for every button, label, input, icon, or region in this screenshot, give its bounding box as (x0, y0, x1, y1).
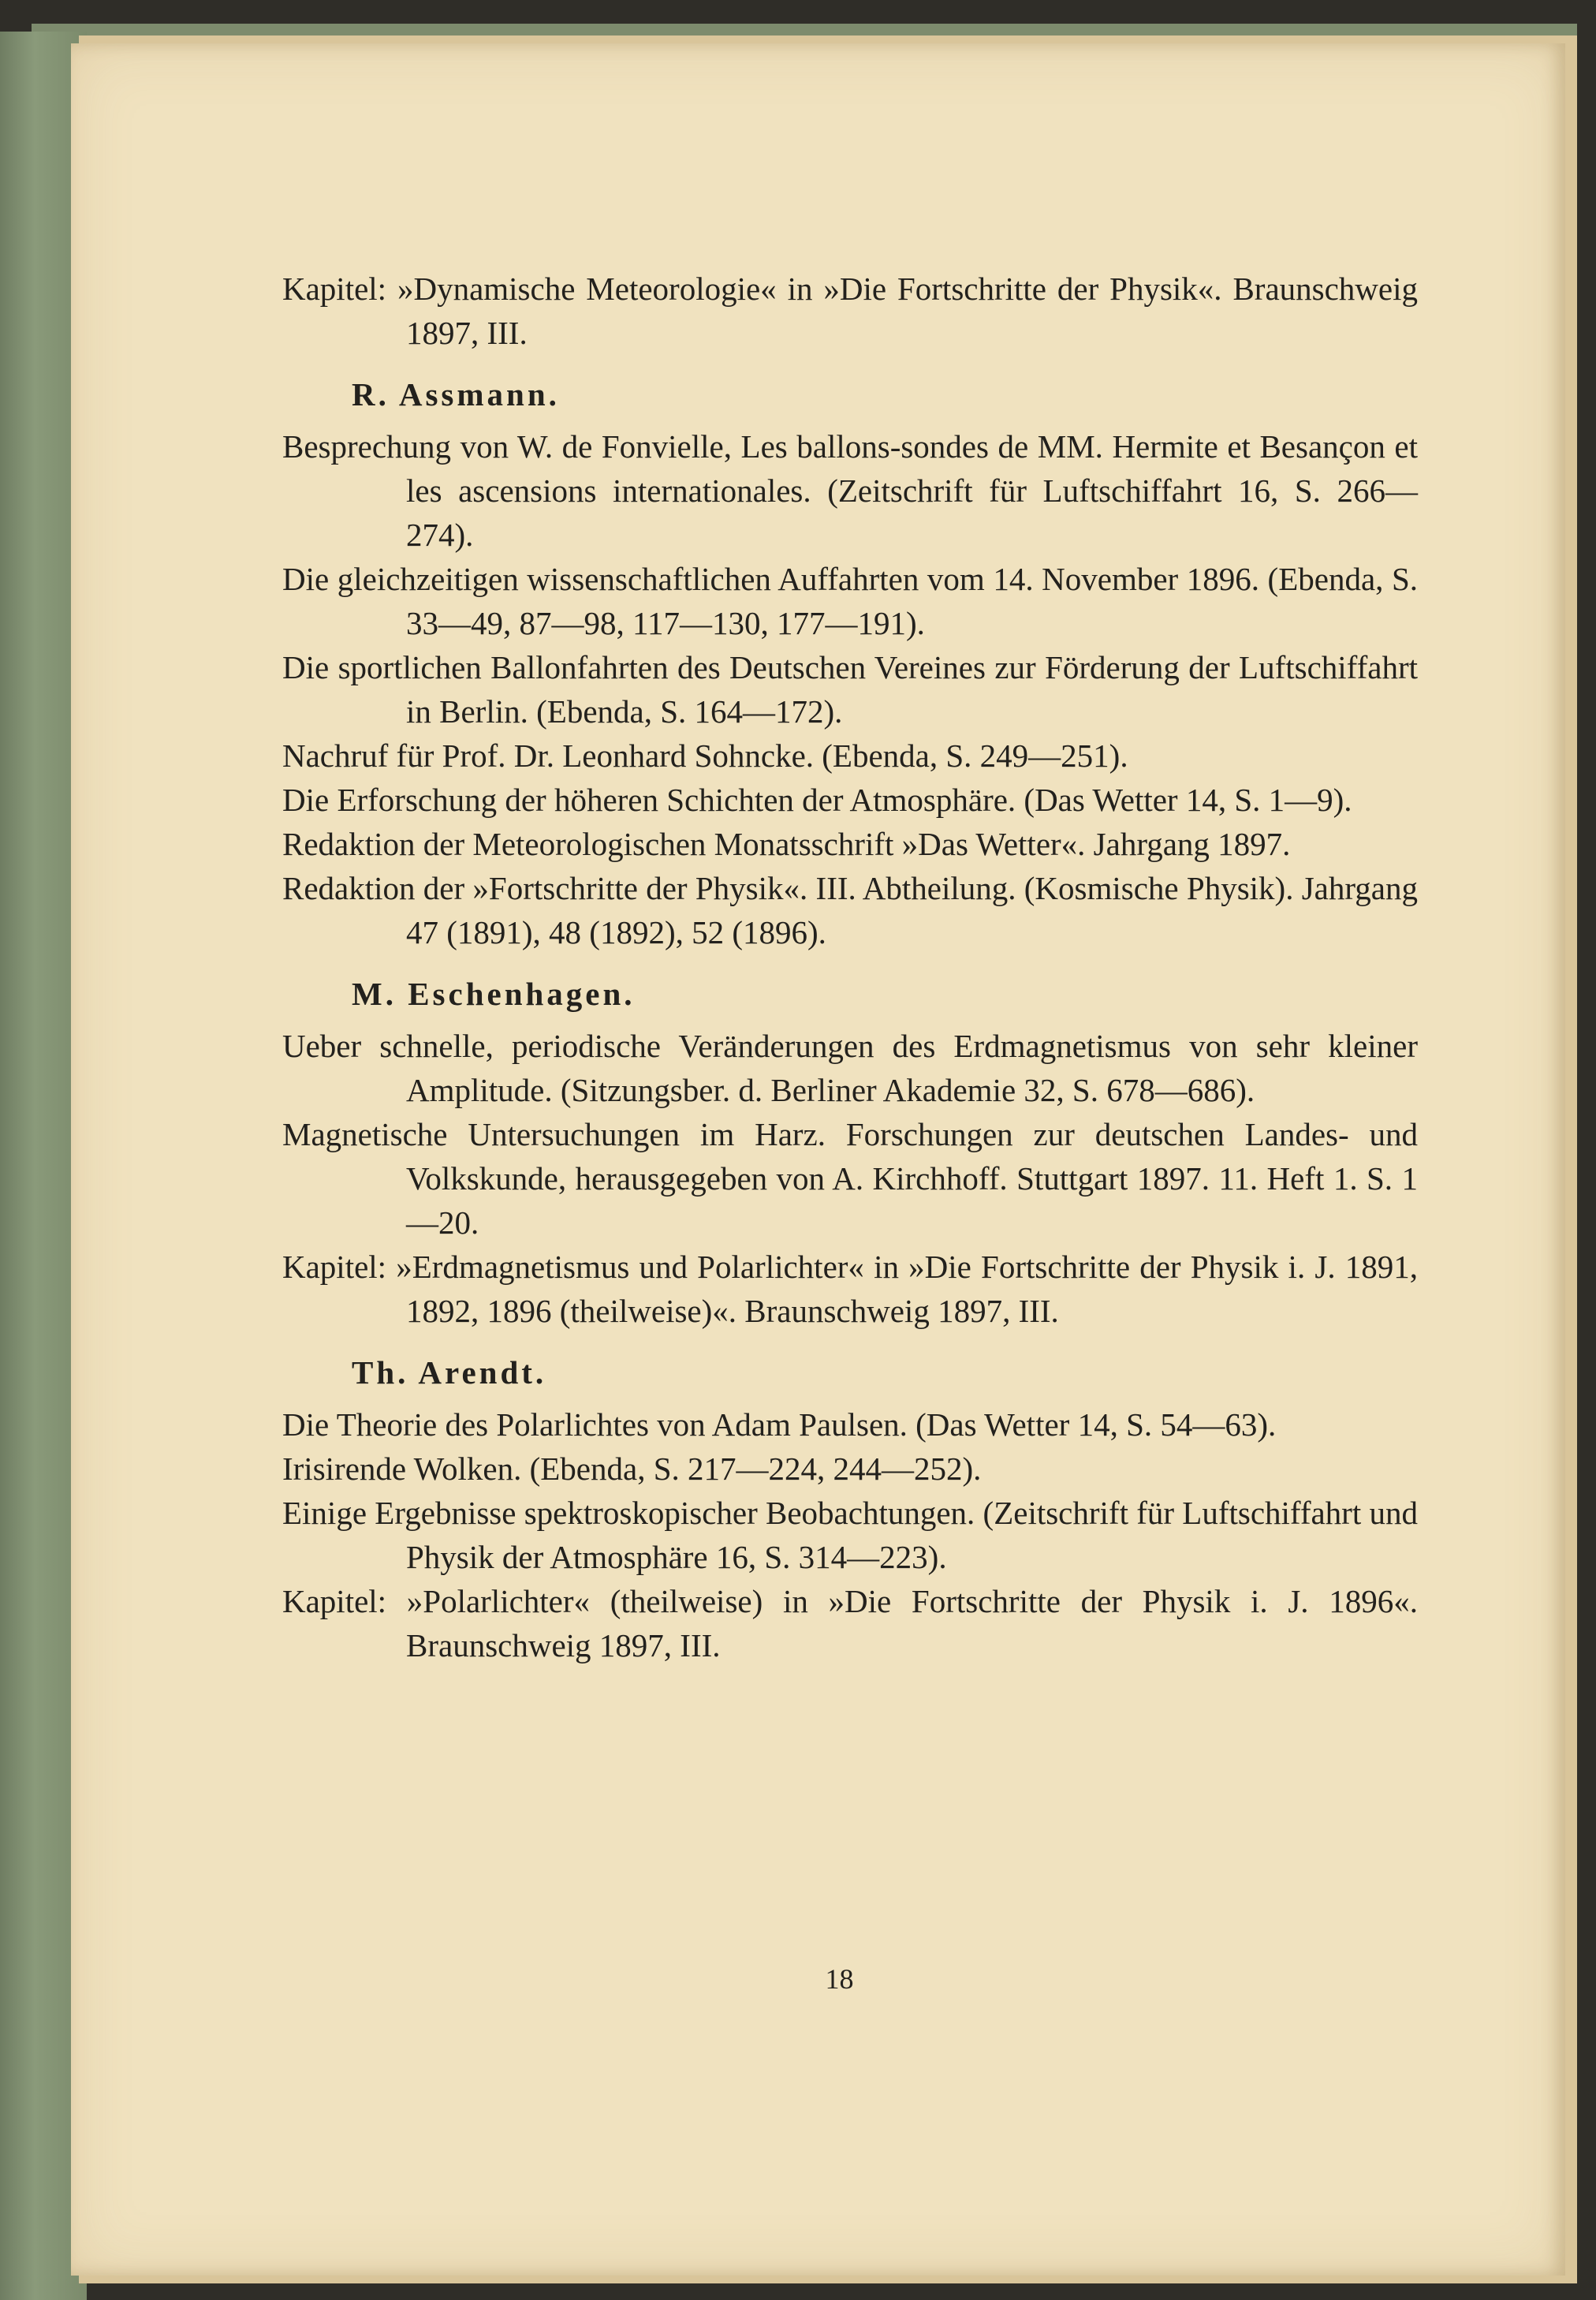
bibliography-entry: Magnetische Untersuchungen im Harz. Forschungen zur deutschen Landes- und Volkskunde, herausgegeben von A. Kirchhoff. Stuttgart 1897. 11. Heft 1. S. 1—20. (282, 1116, 1418, 1241)
bibliography-entry: Einige Ergebnisse spektroskopischer Beobachtungen. (Zeitschrift für Luftschiffahrt und Physik der Atmosphäre 16, S. 314—223). (282, 1495, 1418, 1575)
bibliography-entry: Die Theorie des Polarlichtes von Adam Paulsen. (Das Wetter 14, S. 54—63). (282, 1406, 1277, 1443)
bibliography-entry: Die sportlichen Ballonfahrten des Deutschen Vereines zur Förderung der Luftschiffahrt in Berlin. (Ebenda, S. 164—172). (282, 649, 1418, 730)
bibliography-entry: Kapitel: »Dynamische Meteorologie« in »Die Fortschritte der Physik«. Braunschweig 1897, III. (282, 271, 1418, 351)
bibliography-entry: Kapitel: »Erdmagnetismus und Polarlichter« in »Die Fortschritte der Physik i. J. 1891, 1892, 1896 (theilweise)«. Braunschweig 1897, III. (282, 1249, 1418, 1329)
bibliography-list (282, 267, 1418, 1667)
bibliography-entry: Redaktion der Meteorologischen Monatsschrift »Das Wetter«. Jahrgang 1897. (282, 826, 1291, 862)
author-heading: M. Eschenhagen. (352, 976, 636, 1012)
bibliography-entry: Nachruf für Prof. Dr. Leonhard Sohncke. (Ebenda, S. 249—251). (282, 737, 1128, 774)
bibliography-entry: Besprechung von W. de Fonvielle, Les ballons-sondes de MM. Hermite et Besançon et les ascensions internationales. (Zeitschrift für Luftschiffahrt 16, S. 266—274). (282, 428, 1418, 553)
bibliography-entry: Ueber schnelle, periodische Veränderungen des Erdmagnetismus von sehr kleiner Amplitude. (Sitzungsber. d. Berliner Akademie 32, S. 678—686). (282, 1028, 1418, 1108)
bibliography-entry: Kapitel: »Polarlichter« (theilweise) in »Die Fortschritte der Physik i. J. 1896«. Braunschweig 1897, III. (282, 1583, 1418, 1663)
page-number: 18 (825, 1963, 854, 1995)
bibliography-entry: Redaktion der »Fortschritte der Physik«. III. Abtheilung. (Kosmische Physik). Jahrgang 47 (1891), 48 (1892), 52 (1896). (282, 870, 1418, 950)
author-heading: Th. Arendt. (352, 1354, 547, 1391)
bibliography-entry: Die Erforschung der höheren Schichten der Atmosphäre. (Das Wetter 14, S. 1—9). (282, 782, 1352, 818)
author-heading: R. Assmann. (352, 376, 560, 413)
bibliography-entry: Die gleichzeitigen wissenschaftlichen Auffahrten vom 14. November 1896. (Ebenda, S. 33—49, 87—98, 117—130, 177—191). (282, 561, 1418, 641)
bibliography-entry: Irisirende Wolken. (Ebenda, S. 217—224, 244—252). (282, 1451, 982, 1487)
